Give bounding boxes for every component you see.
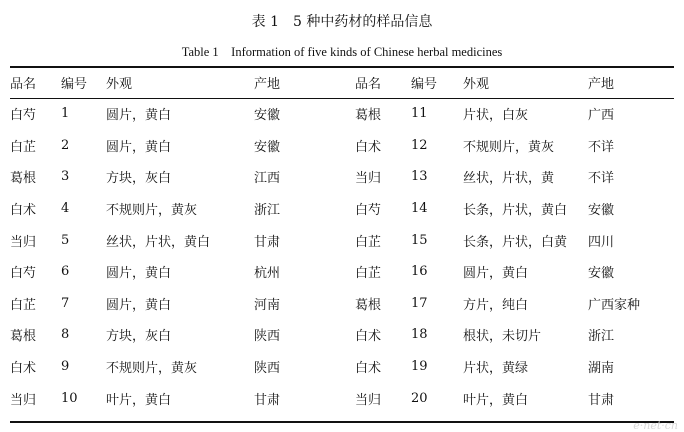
- cell-appearance: 圆片，黄白: [463, 266, 529, 282]
- cell-number: 19: [411, 359, 428, 375]
- cell-number: 17: [411, 295, 428, 311]
- table-caption-english: Table 1 Information of five kinds of Chinese herbal medicines: [181, 45, 503, 59]
- cell-name: 白芷: [355, 234, 382, 250]
- cell-origin: 不详: [588, 139, 615, 155]
- cell-appearance: 方块，灰白: [106, 329, 172, 345]
- cell-name: 白芷: [355, 266, 382, 282]
- cell-name: 白芍: [10, 266, 37, 282]
- cell-appearance: 圆片，黄白: [106, 108, 172, 124]
- cell-origin: 浙江: [588, 329, 615, 345]
- header-cell-name: 品名: [355, 77, 382, 92]
- cell-number: 5: [61, 232, 70, 248]
- cell-origin: 广西家种: [588, 297, 641, 313]
- cell-appearance: 片状，白灰: [463, 108, 529, 124]
- cell-number: 3: [61, 169, 70, 185]
- cell-origin: 甘肃: [588, 392, 615, 408]
- table-row: [10, 319, 674, 351]
- cell-name: 当归: [10, 392, 37, 408]
- cell-number: 4: [61, 201, 70, 217]
- cell-origin: 河南: [254, 297, 281, 313]
- cell-name: 葛根: [355, 108, 382, 124]
- cell-name: 当归: [355, 171, 382, 187]
- cell-number: 6: [61, 264, 70, 280]
- cell-origin: 四川: [588, 234, 615, 250]
- header-cell-appearance: 外观: [463, 77, 490, 92]
- cell-appearance: 圆片，黄白: [106, 266, 172, 282]
- cell-number: 8: [61, 327, 70, 343]
- cell-name: 白术: [355, 361, 382, 377]
- cell-number: 2: [61, 137, 70, 153]
- cell-appearance: 不规则片，黄灰: [463, 139, 555, 155]
- cell-name: 葛根: [10, 329, 37, 345]
- cell-origin: 安徽: [254, 108, 281, 124]
- table-row: [10, 256, 674, 288]
- cell-name: 当归: [10, 234, 37, 250]
- watermark: e·net·cn: [633, 419, 678, 432]
- herb-sample-table: [10, 67, 674, 414]
- cell-number: 14: [411, 201, 428, 217]
- table-row: [10, 130, 674, 162]
- cell-appearance: 长条，片状，白黄: [463, 234, 568, 250]
- table-row: [10, 288, 674, 320]
- cell-appearance: 根状，未切片: [463, 329, 542, 345]
- cell-name: 白术: [355, 329, 382, 345]
- cell-number: 7: [61, 295, 70, 311]
- cell-name: 当归: [355, 392, 382, 408]
- cell-name: 白术: [10, 361, 37, 377]
- header-row: [10, 67, 674, 98]
- header-cell-number: 编号: [411, 77, 438, 92]
- header-cell-number: 编号: [61, 77, 88, 92]
- cell-origin: 安徽: [588, 266, 615, 282]
- table-row: [10, 98, 674, 130]
- cell-name: 白芍: [355, 203, 382, 219]
- cell-number: 16: [411, 264, 428, 280]
- header-cell-origin: 产地: [254, 77, 281, 92]
- cell-number: 11: [411, 106, 428, 122]
- cell-origin: 陕西: [254, 361, 281, 377]
- cell-origin: 甘肃: [254, 234, 281, 250]
- table-caption-chinese: 表 1 5 种中药材的样品信息: [251, 14, 433, 30]
- cell-origin: 浙江: [254, 203, 281, 219]
- cell-name: 白术: [10, 203, 37, 219]
- header-cell-appearance: 外观: [106, 77, 133, 92]
- cell-name: 葛根: [355, 297, 382, 313]
- cell-number: 12: [411, 137, 428, 153]
- cell-origin: 不详: [588, 171, 615, 187]
- cell-number: 18: [411, 327, 428, 343]
- cell-number: 1: [61, 106, 70, 122]
- cell-appearance: 不规则片，黄灰: [106, 361, 198, 377]
- cell-appearance: 方块，灰白: [106, 171, 172, 187]
- cell-appearance: 丝状，片状，黄: [463, 171, 555, 187]
- header-cell-name: 品名: [10, 77, 37, 92]
- table-row: [10, 224, 674, 256]
- cell-appearance: 方片，纯白: [463, 297, 529, 313]
- cell-origin: 安徽: [588, 203, 615, 219]
- bottom-rule: [10, 421, 674, 423]
- cell-appearance: 不规则片，黄灰: [106, 203, 198, 219]
- table-row: [10, 193, 674, 225]
- table-body: [10, 98, 674, 414]
- table-row: [10, 161, 674, 193]
- cell-number: 15: [411, 232, 428, 248]
- cell-appearance: 片状，黄绿: [463, 361, 529, 377]
- header-cell-origin: 产地: [588, 77, 615, 92]
- cell-origin: 安徽: [254, 139, 281, 155]
- cell-appearance: 叶片，黄白: [463, 392, 529, 408]
- cell-origin: 广西: [588, 108, 615, 124]
- cell-appearance: 丝状，片状，黄白: [106, 234, 211, 250]
- cell-name: 白芷: [10, 297, 37, 313]
- cell-number: 10: [61, 390, 78, 406]
- cell-name: 白芷: [10, 139, 37, 155]
- table-row: [10, 351, 674, 383]
- cell-name: 白芍: [10, 108, 37, 124]
- cell-appearance: 圆片，黄白: [106, 297, 172, 313]
- cell-origin: 湖南: [588, 361, 615, 377]
- cell-appearance: 圆片，黄白: [106, 139, 172, 155]
- cell-origin: 甘肃: [254, 392, 281, 408]
- cell-appearance: 长条，片状，黄白: [463, 203, 568, 219]
- table-row: [10, 382, 674, 414]
- cell-origin: 江西: [254, 171, 281, 187]
- cell-origin: 杭州: [254, 266, 281, 282]
- cell-appearance: 叶片，黄白: [106, 392, 172, 408]
- cell-name: 白术: [355, 139, 382, 155]
- cell-origin: 陕西: [254, 329, 281, 345]
- cell-number: 20: [411, 390, 428, 406]
- cell-number: 9: [61, 359, 70, 375]
- cell-number: 13: [411, 169, 428, 185]
- cell-name: 葛根: [10, 171, 37, 187]
